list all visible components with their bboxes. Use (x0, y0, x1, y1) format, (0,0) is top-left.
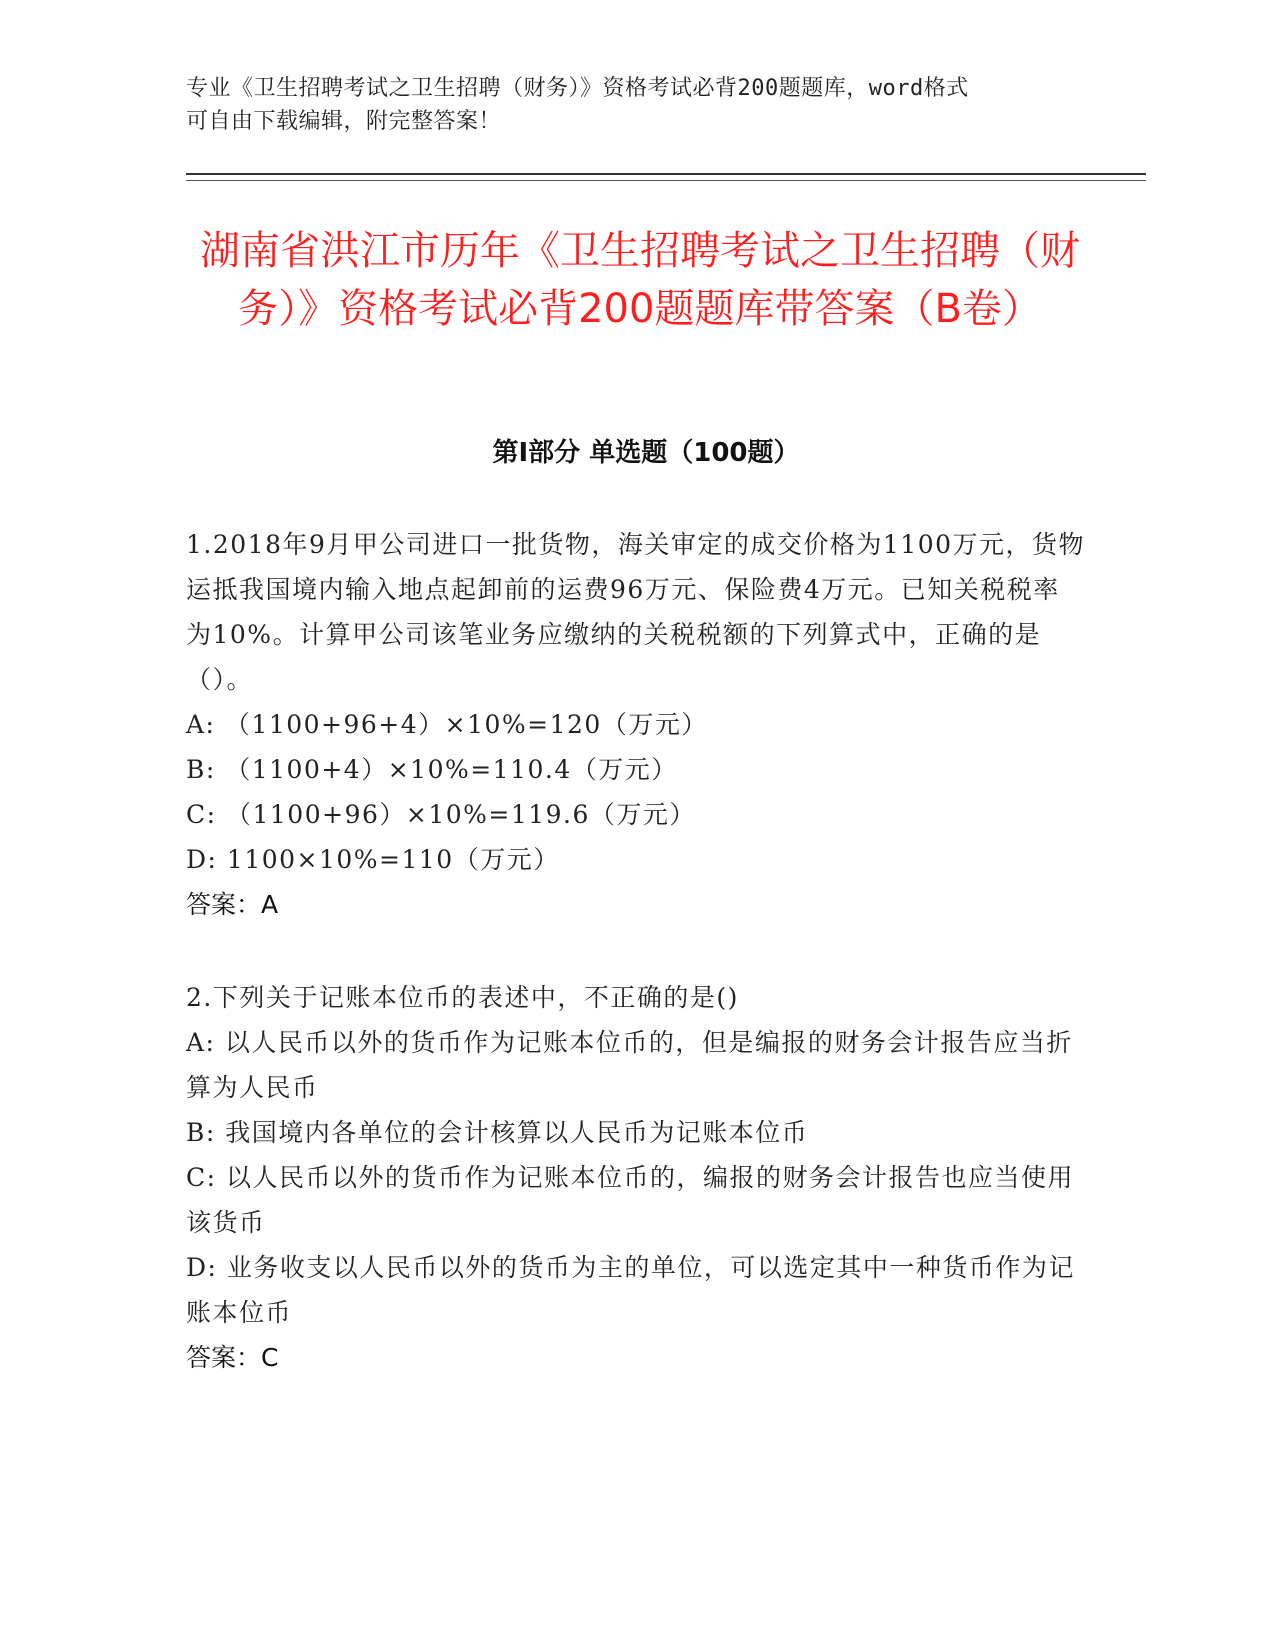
option-d: D: 1100×10%=110（万元） (186, 845, 560, 874)
option-c: C: 以人民币以外的货币作为记账本位币的，编报的财务会计报告也应当使用该货币 (186, 1163, 1075, 1237)
question-stem: 1.2018年9月甲公司进口一批货物，海关审定的成交价格为1100万元，货物运抵我国境内输入地点起卸前的运费96万元、保险费4万元。已知关税税率为10%。计算甲公司该笔业务应缴纳的关税税额的下列算式中，正确的是（）。 (186, 530, 1086, 694)
document-title: 湖南省洪江市历年《卫生招聘考试之卫生招聘（财务）》资格考试必背200题题库带答案（B卷） (200, 228, 1080, 332)
option-a: A: （1100+96+4）×10%=120（万元） (186, 710, 708, 739)
header-divider-thin (186, 180, 1146, 181)
header-note-line-1: 专业《卫生招聘考试之卫生招聘（财务）》资格考试必背200题题库，word格式 (186, 76, 969, 101)
option-c: C: （1100+96）×10%=119.6（万元） (186, 800, 696, 829)
header-divider-thick (186, 173, 1146, 175)
question-2 (186, 975, 1086, 1380)
question-list (186, 522, 1086, 1428)
option-d: D: 业务收支以人民币以外的货币为主的单位，可以选定其中一种货币作为记账本位币 (186, 1253, 1075, 1327)
header-note-line-2: 可自由下载编辑，附完整答案！ (186, 109, 502, 134)
question-stem: 2.下列关于记账本位币的表述中，不正确的是() (186, 983, 739, 1012)
question-1 (186, 522, 1086, 927)
answer: 答案：C (186, 1343, 279, 1372)
section-title: 第Ⅰ部分 单选题（100题） (492, 438, 800, 468)
answer: 答案：A (186, 890, 279, 919)
option-b: B: （1100+4）×10%=110.4（万元） (186, 755, 678, 784)
option-a: A: 以人民币以外的货币作为记账本位币的，但是编报的财务会计报告应当折算为人民币 (186, 1028, 1073, 1102)
option-b: B: 我国境内各单位的会计核算以人民币为记账本位币 (186, 1118, 809, 1147)
header-note (186, 72, 1066, 138)
